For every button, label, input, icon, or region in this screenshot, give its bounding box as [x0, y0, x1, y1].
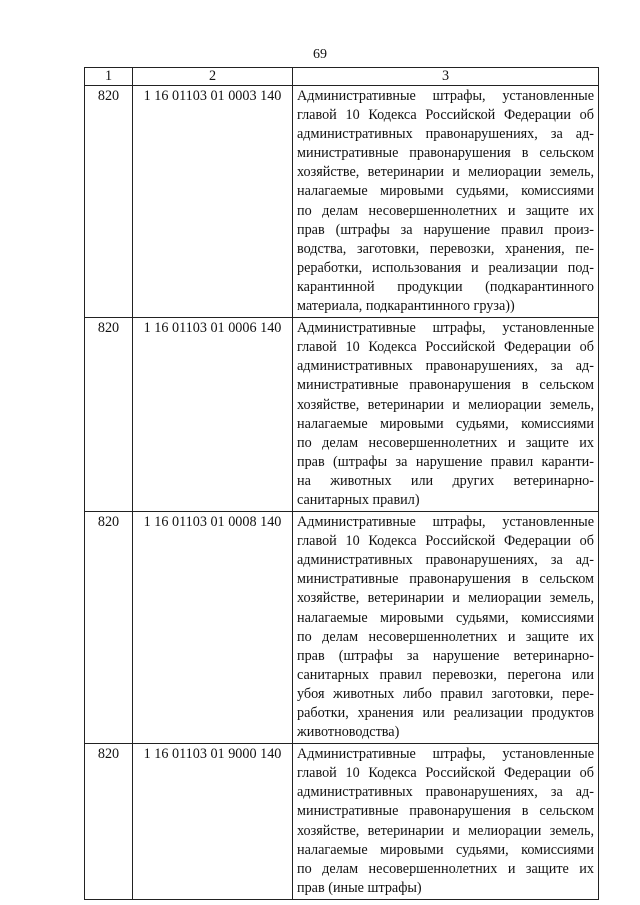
- description-line: главой 10 Кодекса Российской Федерации об: [297, 533, 594, 550]
- description-line: главой 10 Кодекса Российской Федерации об: [297, 765, 594, 782]
- description-line: главой 10 Кодекса Российской Федерации об: [297, 339, 594, 356]
- table-row: [85, 512, 599, 744]
- description-line: налагаемые мировыми судьями, комиссиями: [297, 609, 594, 626]
- description-line: министративные правонарушения в сельском: [297, 145, 594, 162]
- description-line: Административные штрафы, установленные: [297, 514, 594, 531]
- header-col-3: 3: [293, 68, 599, 86]
- description-line: убоя животных либо правил заготовки, пере-: [297, 685, 594, 702]
- description-line: на животных или других ветеринарно-: [297, 472, 594, 489]
- description-line: по делам несовершеннолетних и защите их: [297, 434, 594, 451]
- description-line: министративные правонарушения в сельском: [297, 571, 594, 588]
- description-cell: [293, 744, 599, 900]
- header-col-1: 1: [85, 68, 133, 86]
- header-row: [85, 68, 599, 86]
- description-line: по делам несовершеннолетних и защите их: [297, 860, 594, 877]
- description-cell: [293, 512, 599, 744]
- header-col-2: 2: [133, 68, 293, 86]
- description-line: прав (штрафы за нарушение правил каранти-: [297, 453, 594, 470]
- description-line: административных правонарушениях, за ад-: [297, 552, 594, 569]
- description-line: хозяйстве, ветеринарии и мелиорации земель,: [297, 822, 594, 839]
- admin-code-cell: 820: [85, 744, 133, 900]
- description-line: Административные штрафы, установленные: [297, 88, 594, 104]
- description-line: прав (иные штрафы): [297, 879, 422, 896]
- table-row: [85, 744, 599, 900]
- description-line: налагаемые мировыми судьями, комиссиями: [297, 415, 594, 432]
- kbk-code-cell: 1 16 01103 01 0006 140: [133, 318, 293, 512]
- description-line: Административные штрафы, установленные: [297, 746, 594, 763]
- description-line: по делам несовершеннолетних и защите их: [297, 202, 594, 219]
- description-line: министративные правонарушения в сельском: [297, 377, 594, 394]
- description-line: по делам несовершеннолетних и защите их: [297, 628, 594, 645]
- description-cell: [293, 86, 599, 318]
- description-line: административных правонарушениях, за ад-: [297, 358, 594, 375]
- kbk-code-cell: 1 16 01103 01 9000 140: [133, 744, 293, 900]
- page-number: 69: [313, 47, 327, 62]
- description-line: административных правонарушениях, за ад-: [297, 784, 594, 801]
- description-line: водства, заготовки, перевозки, хранения, пе-: [297, 240, 594, 257]
- fines-table: [84, 67, 599, 900]
- admin-code-cell: 820: [85, 86, 133, 318]
- kbk-code-cell: 1 16 01103 01 0003 140: [133, 86, 293, 318]
- description-line: санитарных правил перевозки, перегона или: [297, 666, 594, 683]
- description-cell: [293, 318, 599, 512]
- description-line: министративные правонарушения в сельском: [297, 803, 594, 820]
- description-line: налагаемые мировыми судьями, комиссиями: [297, 841, 594, 858]
- description-line: работки, хранения или реализации продуктов: [297, 705, 594, 721]
- kbk-code-cell: 1 16 01103 01 0008 140: [133, 512, 293, 744]
- description-line: хозяйстве, ветеринарии и мелиорации земель,: [297, 590, 594, 607]
- description-line: административных правонарушениях, за ад-: [297, 126, 594, 143]
- table-header: [85, 68, 599, 86]
- description-line: реработки, использования и реализации под-: [297, 259, 594, 276]
- admin-code-cell: 820: [85, 318, 133, 512]
- description-line: хозяйстве, ветеринарии и мелиорации земель,: [297, 164, 594, 181]
- table-row: [85, 86, 599, 318]
- description-line: санитарных правил): [297, 491, 420, 508]
- description-line: налагаемые мировыми судьями, комиссиями: [297, 183, 594, 200]
- description-line: животноводства): [297, 724, 400, 741]
- description-line: материала, подкарантинного груза)): [297, 298, 515, 315]
- description-line: прав (штрафы за нарушение правил произ-: [297, 221, 594, 238]
- table-row: [85, 318, 599, 512]
- admin-code-cell: 820: [85, 512, 133, 744]
- description-line: прав (штрафы за нарушение ветеринарно-: [297, 647, 594, 664]
- description-line: главой 10 Кодекса Российской Федерации об: [297, 107, 594, 124]
- description-line: хозяйстве, ветеринарии и мелиорации земель,: [297, 396, 594, 413]
- description-line: Административные штрафы, установленные: [297, 320, 594, 337]
- description-line: карантинной продукции (подкарантинного: [297, 278, 594, 295]
